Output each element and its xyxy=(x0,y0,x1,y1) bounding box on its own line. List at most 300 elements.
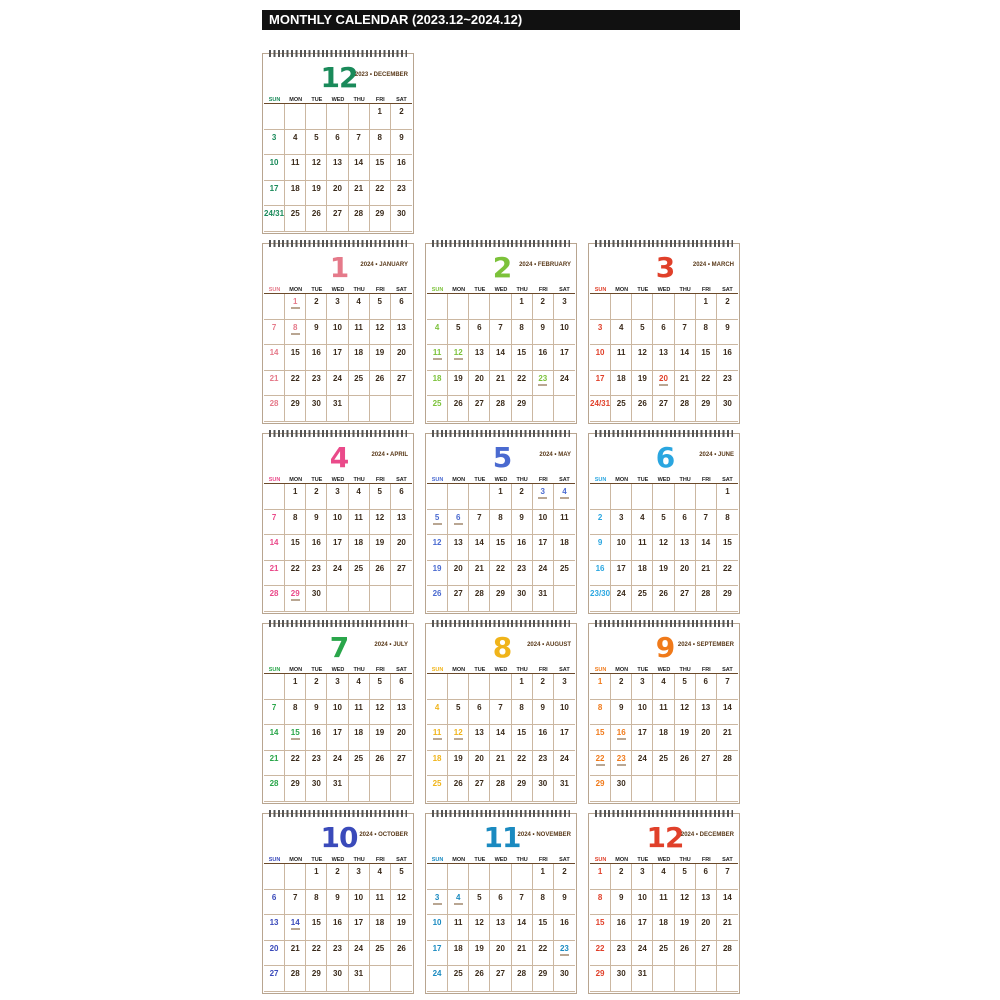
day-cell xyxy=(349,535,370,561)
day-cell xyxy=(306,725,327,751)
day-number: 3 xyxy=(562,677,567,686)
day-cell xyxy=(370,484,391,510)
month-header xyxy=(426,248,576,286)
day-cell xyxy=(512,915,533,941)
day-number: 17 xyxy=(559,348,569,358)
holiday-note-mark xyxy=(659,384,668,386)
day-number: 4 xyxy=(661,867,666,876)
day-cell xyxy=(427,700,448,726)
day-cell xyxy=(285,776,306,802)
month-header xyxy=(589,438,739,476)
weekday-header: THU xyxy=(349,96,370,104)
day-number: 28 xyxy=(722,943,732,953)
day-number: 25 xyxy=(432,399,442,409)
weekday-header: THU xyxy=(349,476,370,484)
day-number: 2 xyxy=(618,867,624,876)
day-number: 12 xyxy=(432,538,442,548)
day-cell xyxy=(696,966,717,992)
day-cell xyxy=(264,751,285,777)
day-cell xyxy=(590,864,611,890)
month-year-label: 2024 • NOVEMBER xyxy=(517,832,571,838)
day-cell xyxy=(370,510,391,536)
weekday-header: SUN xyxy=(264,286,285,294)
day-cell xyxy=(554,941,575,967)
day-number: 3 xyxy=(540,487,545,496)
day-cell xyxy=(469,941,490,967)
day-cell xyxy=(611,864,632,890)
day-grid xyxy=(590,476,738,612)
day-cell xyxy=(391,396,412,422)
weekday-header: SAT xyxy=(717,476,738,484)
day-cell xyxy=(554,966,575,992)
day-cell xyxy=(448,294,469,320)
day-cell xyxy=(469,396,490,422)
day-cell xyxy=(448,751,469,777)
day-cell xyxy=(611,561,632,587)
day-cell xyxy=(391,294,412,320)
day-cell xyxy=(611,725,632,751)
day-cell xyxy=(632,396,653,422)
day-cell xyxy=(611,700,632,726)
day-cell xyxy=(590,941,611,967)
holiday-note-mark xyxy=(291,928,300,930)
day-number: 22 xyxy=(595,753,605,763)
day-number: 2 xyxy=(399,107,404,116)
day-cell xyxy=(306,561,327,587)
day-number: 20 xyxy=(396,348,406,358)
day-number: 9 xyxy=(314,322,319,332)
day-number: 24 xyxy=(432,969,442,979)
day-cell xyxy=(653,751,674,777)
day-cell xyxy=(370,181,391,207)
day-cell xyxy=(285,320,306,346)
day-cell xyxy=(349,484,370,510)
day-cell xyxy=(533,864,554,890)
day-number: 30 xyxy=(616,969,626,979)
day-number: 15 xyxy=(538,918,548,928)
day-cell xyxy=(696,320,717,346)
day-number: 29 xyxy=(517,779,527,789)
day-cell xyxy=(327,586,348,612)
day-number: 1 xyxy=(519,677,524,686)
weekday-header: SUN xyxy=(590,476,611,484)
day-cell xyxy=(327,966,348,992)
day-number: 27 xyxy=(333,209,342,219)
day-number: 14 xyxy=(701,538,711,548)
holiday-note-mark xyxy=(454,903,463,905)
month-calendar-4 xyxy=(262,433,414,614)
weekday-header: MON xyxy=(611,476,632,484)
day-cell xyxy=(653,586,674,612)
day-cell xyxy=(370,371,391,397)
day-number: 7 xyxy=(519,892,524,902)
day-cell xyxy=(554,700,575,726)
day-cell xyxy=(469,510,490,536)
day-number: 19 xyxy=(396,918,406,928)
weekday-header: WED xyxy=(653,856,674,864)
day-cell xyxy=(675,941,696,967)
day-cell xyxy=(370,206,391,232)
day-cell xyxy=(512,294,533,320)
month-number: 6 xyxy=(655,441,675,474)
day-cell xyxy=(696,396,717,422)
day-cell xyxy=(611,484,632,510)
day-cell xyxy=(427,294,448,320)
day-cell xyxy=(653,396,674,422)
day-cell xyxy=(512,890,533,916)
day-number: 15 xyxy=(517,348,527,358)
day-cell xyxy=(349,776,370,802)
day-cell xyxy=(675,751,696,777)
day-number: 17 xyxy=(616,563,626,573)
day-number: 2 xyxy=(540,677,545,686)
day-cell xyxy=(264,181,285,207)
day-cell xyxy=(533,396,554,422)
day-cell xyxy=(717,941,738,967)
day-cell xyxy=(717,294,738,320)
day-number: 25 xyxy=(290,209,300,219)
weekday-header: FRI xyxy=(370,476,391,484)
day-number: 21 xyxy=(290,943,300,953)
day-cell xyxy=(590,700,611,726)
day-number: 17 xyxy=(333,728,342,738)
day-number: 10 xyxy=(432,918,442,928)
day-cell xyxy=(533,535,554,561)
day-number: 17 xyxy=(269,183,279,193)
month-number: 7 xyxy=(329,631,349,664)
day-number: 29 xyxy=(722,589,732,599)
day-number: 21 xyxy=(680,373,690,383)
weekday-header: SUN xyxy=(264,856,285,864)
day-number: 10 xyxy=(559,702,569,712)
weekday-header: SAT xyxy=(391,476,412,484)
day-cell xyxy=(675,345,696,371)
day-cell xyxy=(427,561,448,587)
day-number: 20 xyxy=(680,563,690,573)
day-cell xyxy=(590,725,611,751)
day-cell xyxy=(427,725,448,751)
day-number: 25 xyxy=(659,753,668,763)
day-cell xyxy=(327,725,348,751)
day-number: 28 xyxy=(290,969,300,979)
day-cell xyxy=(427,586,448,612)
weekday-header: FRI xyxy=(533,666,554,674)
day-number: 13 xyxy=(659,348,668,358)
day-cell xyxy=(675,320,696,346)
day-cell xyxy=(391,941,412,967)
day-cell xyxy=(285,294,306,320)
day-number: 7 xyxy=(725,677,730,686)
day-number: 1 xyxy=(597,867,603,876)
day-number: 17 xyxy=(354,918,364,928)
binding-rings xyxy=(269,50,407,57)
day-cell xyxy=(490,561,511,587)
month-year-label: 2024 • JANUARY xyxy=(360,262,408,268)
day-cell xyxy=(512,371,533,397)
weekday-header: SUN xyxy=(427,476,448,484)
day-number: 18 xyxy=(432,373,442,383)
day-number: 25 xyxy=(375,943,385,953)
day-cell xyxy=(264,915,285,941)
day-number: 14 xyxy=(290,918,300,928)
day-number: 3 xyxy=(640,677,645,686)
day-number: 10 xyxy=(538,512,548,522)
day-number: 12 xyxy=(453,348,463,358)
day-cell xyxy=(611,396,632,422)
day-number: 6 xyxy=(399,677,404,686)
day-cell xyxy=(675,966,696,992)
day-number: 24 xyxy=(559,753,569,763)
day-number: 15 xyxy=(290,348,300,358)
day-cell xyxy=(391,561,412,587)
day-number: 22 xyxy=(290,373,300,383)
day-cell xyxy=(611,345,632,371)
month-year-label: 2024 • OCTOBER xyxy=(359,832,408,838)
binding-rings xyxy=(269,810,407,817)
day-number: 11 xyxy=(659,702,668,712)
day-cell xyxy=(717,915,738,941)
day-cell xyxy=(632,561,653,587)
day-cell xyxy=(285,371,306,397)
day-number: 14 xyxy=(722,892,732,902)
day-cell xyxy=(349,586,370,612)
weekday-header: SUN xyxy=(590,856,611,864)
day-number: 3 xyxy=(618,512,624,522)
day-number: 24 xyxy=(538,563,548,573)
day-cell xyxy=(448,941,469,967)
day-number: 7 xyxy=(292,892,298,902)
day-cell xyxy=(590,915,611,941)
holiday-note-mark xyxy=(291,738,300,740)
day-cell xyxy=(306,320,327,346)
day-number: 14 xyxy=(354,158,364,168)
day-number: 2 xyxy=(540,297,545,306)
weekday-header: FRI xyxy=(696,666,717,674)
day-cell xyxy=(427,484,448,510)
day-number: 22 xyxy=(517,753,527,763)
day-number: 22 xyxy=(701,373,711,383)
day-number: 5 xyxy=(455,322,461,332)
day-number: 27 xyxy=(269,969,279,979)
day-number: 20 xyxy=(701,918,711,928)
day-cell xyxy=(349,561,370,587)
day-cell xyxy=(285,915,306,941)
day-number: 14 xyxy=(474,538,484,548)
day-cell xyxy=(370,396,391,422)
day-number: 21 xyxy=(496,753,505,763)
binding-rings xyxy=(432,240,570,247)
day-number: 12 xyxy=(680,702,690,712)
day-cell xyxy=(391,510,412,536)
day-cell xyxy=(427,510,448,536)
day-cell xyxy=(327,206,348,232)
day-number: 3 xyxy=(597,322,603,332)
day-number: 16 xyxy=(396,158,406,168)
day-number: 16 xyxy=(311,348,321,358)
day-cell xyxy=(391,700,412,726)
day-cell xyxy=(370,674,391,700)
month-year-label: 2023 • DECEMBER xyxy=(354,72,408,78)
weekday-header: THU xyxy=(512,286,533,294)
day-number: 27 xyxy=(396,753,406,763)
day-cell xyxy=(490,396,511,422)
weekday-header: WED xyxy=(653,286,674,294)
day-number: 9 xyxy=(618,702,624,712)
day-cell xyxy=(327,130,348,156)
day-cell xyxy=(285,725,306,751)
day-cell xyxy=(349,751,370,777)
day-cell xyxy=(696,674,717,700)
day-number: 20 xyxy=(396,538,406,548)
day-cell xyxy=(490,890,511,916)
day-cell xyxy=(370,294,391,320)
day-cell xyxy=(717,751,738,777)
day-cell xyxy=(327,561,348,587)
day-number: 4 xyxy=(455,892,461,902)
day-number: 24 xyxy=(637,753,647,763)
weekday-header: TUE xyxy=(632,666,653,674)
day-number: 20 xyxy=(396,728,406,738)
day-number: 15 xyxy=(375,158,385,168)
day-cell xyxy=(306,130,327,156)
day-number: 22 xyxy=(375,183,385,193)
day-cell xyxy=(427,864,448,890)
day-number: 2 xyxy=(562,867,567,876)
day-cell xyxy=(512,484,533,510)
day-cell xyxy=(590,890,611,916)
day-cell xyxy=(512,535,533,561)
day-number: 23 xyxy=(616,943,626,953)
month-year-label: 2024 • DECEMBER xyxy=(680,832,734,838)
day-number: 3 xyxy=(434,892,440,902)
month-header xyxy=(426,628,576,666)
day-number: 25 xyxy=(659,943,668,953)
weekday-header: FRI xyxy=(370,96,391,104)
day-cell xyxy=(391,915,412,941)
day-number: 8 xyxy=(314,892,319,902)
day-cell xyxy=(306,371,327,397)
day-cell xyxy=(285,966,306,992)
day-number: 1 xyxy=(377,107,382,116)
weekday-header: WED xyxy=(653,476,674,484)
day-grid xyxy=(590,286,738,422)
day-number: 1 xyxy=(292,487,298,496)
day-number: 13 xyxy=(496,918,505,928)
day-cell xyxy=(554,320,575,346)
day-cell xyxy=(490,484,511,510)
day-number: 6 xyxy=(682,512,687,522)
day-cell xyxy=(306,510,327,536)
day-cell xyxy=(632,915,653,941)
day-cell xyxy=(306,345,327,371)
day-number: 14 xyxy=(517,918,527,928)
day-number: 13 xyxy=(474,348,484,358)
day-number: 13 xyxy=(453,538,463,548)
day-number: 11 xyxy=(354,702,363,712)
day-cell xyxy=(469,725,490,751)
day-number: 25 xyxy=(354,753,364,763)
day-number: 29 xyxy=(595,779,605,789)
day-number: 12 xyxy=(680,892,690,902)
day-cell xyxy=(448,371,469,397)
day-number: 19 xyxy=(375,728,385,738)
day-number: 17 xyxy=(637,728,647,738)
day-number: 16 xyxy=(616,728,626,738)
day-cell xyxy=(448,966,469,992)
day-number: 28 xyxy=(269,589,279,599)
day-cell xyxy=(349,700,370,726)
day-number: 28 xyxy=(269,399,279,409)
day-cell xyxy=(675,725,696,751)
weekday-header: WED xyxy=(490,286,511,294)
day-cell xyxy=(717,561,738,587)
day-cell xyxy=(469,700,490,726)
day-number: 27 xyxy=(701,753,711,763)
weekday-header: FRI xyxy=(370,856,391,864)
day-cell xyxy=(512,966,533,992)
day-cell xyxy=(490,586,511,612)
holiday-note-mark xyxy=(617,764,626,766)
day-number: 3 xyxy=(640,867,645,876)
day-cell xyxy=(285,674,306,700)
day-cell xyxy=(632,966,653,992)
day-cell xyxy=(512,586,533,612)
day-cell xyxy=(264,941,285,967)
day-number: 28 xyxy=(517,969,527,979)
day-number: 18 xyxy=(453,943,463,953)
day-cell xyxy=(285,155,306,181)
day-number: 22 xyxy=(517,373,527,383)
day-cell xyxy=(653,725,674,751)
day-cell xyxy=(469,586,490,612)
day-number: 17 xyxy=(432,943,442,953)
holiday-note-mark xyxy=(433,523,442,525)
day-number: 31 xyxy=(538,589,548,599)
day-cell xyxy=(285,535,306,561)
day-cell xyxy=(285,181,306,207)
day-number: 8 xyxy=(377,132,382,142)
month-calendar-0 xyxy=(262,53,414,234)
day-cell xyxy=(264,345,285,371)
day-cell xyxy=(285,206,306,232)
day-cell xyxy=(427,371,448,397)
day-cell xyxy=(264,104,285,130)
day-cell xyxy=(327,181,348,207)
weekday-header: SAT xyxy=(391,286,412,294)
day-cell xyxy=(306,776,327,802)
day-cell xyxy=(696,890,717,916)
month-number: 3 xyxy=(655,251,675,284)
day-number: 15 xyxy=(290,538,300,548)
weekday-header: WED xyxy=(490,666,511,674)
day-cell xyxy=(533,320,554,346)
holiday-note-mark xyxy=(433,903,442,905)
day-cell xyxy=(391,206,412,232)
day-number: 29 xyxy=(538,969,548,979)
day-cell xyxy=(554,751,575,777)
day-cell xyxy=(675,294,696,320)
day-number: 27 xyxy=(659,399,668,409)
day-number: 11 xyxy=(354,322,363,332)
day-number: 3 xyxy=(335,677,340,686)
day-number: 1 xyxy=(314,867,319,876)
day-cell xyxy=(370,561,391,587)
day-number: 5 xyxy=(455,702,461,712)
day-cell xyxy=(490,966,511,992)
day-number: 28 xyxy=(269,779,279,789)
day-number: 11 xyxy=(432,728,442,738)
day-cell xyxy=(717,320,738,346)
